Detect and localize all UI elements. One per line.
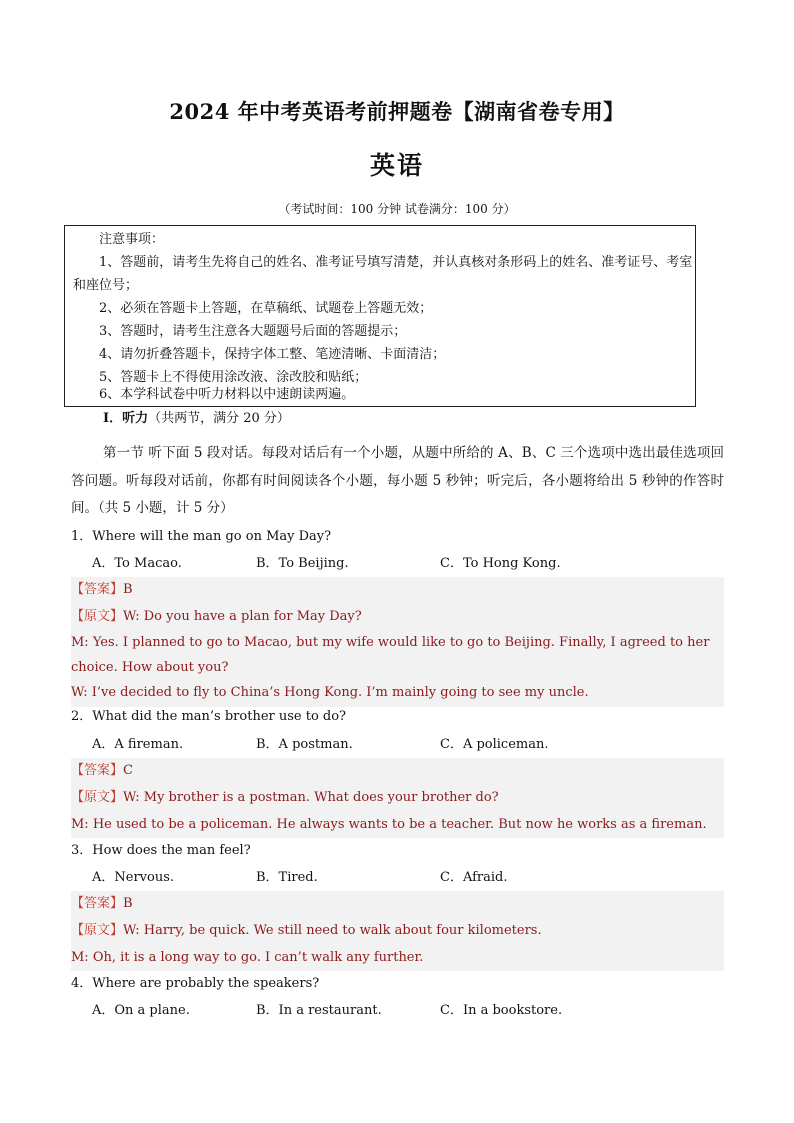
script-line: M: He used to be a policeman. He always wants to be a teacher. But now he works as a fireman. (71, 817, 707, 832)
question-stem: 2．What did the man’s brother use to do? (71, 709, 347, 724)
script-line: W: I’ve decided to fly to China’s Hong Kong. I’m mainly going to see my uncle. (71, 685, 589, 700)
script-line: W: My brother is a postman. What does your brother do? (123, 790, 499, 805)
option-c: C．Afraid. (440, 870, 508, 885)
page-title: 2024 年中考英语考前押题卷【湖南省卷专用】 (169, 99, 625, 124)
option-a: A．To Macao. (92, 556, 182, 571)
notice-item: 5、答题卡上不得使用涂改液、涂改胶和贴纸； (99, 370, 368, 385)
option-a: A．On a plane. (92, 1003, 190, 1018)
question-stem: 1．Where will the man go on May Day? (71, 529, 332, 544)
script-tag: 【原文】 (71, 923, 124, 938)
answer-block (71, 891, 724, 971)
notice-title: 注意事项： (99, 232, 165, 247)
answer-value: B (123, 582, 133, 597)
question-stem: 3．How does the man feel? (71, 843, 251, 858)
option-c: C．In a bookstore. (440, 1003, 563, 1018)
script-line: M: Yes. I planned to go to Macao, but my wife would like to go to Beijing. Finally, I agreed to her choice. How about you? (71, 635, 710, 675)
notice-item: 2、必须在答题卡上答题，在草稿纸、试题卷上答题无效； (99, 301, 433, 316)
notice-box (64, 225, 696, 407)
section-heading (103, 407, 290, 426)
script-line: M: Oh, it is a long way to go. I can’t walk any further. (71, 950, 424, 965)
section-intro: 第一节 听下面 5 段对话。每段对话后有一个小题，从题中所给的 A、B、C 三个选项中选出最佳选项回答问题。听每段对话前，你都有时间阅读各个小题，每小题 5 秒钟；听完后，各小题将给出 5 秒钟的作答时间。（共 5 小题，计 5 分） (71, 445, 724, 516)
notice-item: 4、请勿折叠答题卡，保持字体工整、笔迹清晰、卡面清洁； (99, 347, 446, 362)
option-c: C．To Hong Kong. (440, 556, 561, 571)
section-number: I．听力 (103, 411, 149, 426)
notice-item: 3、答题时，请考生注意各大题题号后面的答题提示； (99, 324, 407, 339)
script-line: W: Do you have a plan for May Day? (123, 609, 362, 624)
answer-block (71, 577, 724, 707)
option-b: B．A postman. (256, 737, 353, 752)
answer-tag: 【答案】 (71, 896, 124, 911)
option-b: B．In a restaurant. (256, 1003, 382, 1018)
answer-tag: 【答案】 (71, 763, 124, 778)
script-line: W: Harry, be quick. We still need to walk about four kilometers. (123, 923, 542, 938)
script-tag: 【原文】 (71, 609, 124, 624)
notice-item: 6、本学科试卷中听力材料以中速朗读两遍。 (99, 387, 355, 402)
section-heading-note: （共两节，满分 20 分） (148, 411, 290, 426)
option-b: B．To Beijing. (256, 556, 349, 571)
option-c: C．A policeman. (440, 737, 549, 752)
script-tag: 【原文】 (71, 790, 124, 805)
answer-value: C (123, 763, 133, 778)
option-a: A．A fireman. (92, 737, 184, 752)
notice-item: 1、答题前，请考生先将自己的姓名、准考证号填写清楚，并认真核对条形码上的姓名、准考证号、考室和座位号； (73, 255, 693, 293)
answer-block (71, 758, 724, 838)
answer-tag: 【答案】 (71, 582, 124, 597)
question-stem: 4．Where are probably the speakers? (71, 976, 320, 991)
exam-meta: （考试时间：100 分钟 试卷满分：100 分） (278, 202, 516, 216)
option-b: B．Tired. (256, 870, 318, 885)
answer-value: B (123, 896, 133, 911)
option-a: A．Nervous. (92, 870, 175, 885)
subject-title: 英语 (369, 151, 424, 180)
